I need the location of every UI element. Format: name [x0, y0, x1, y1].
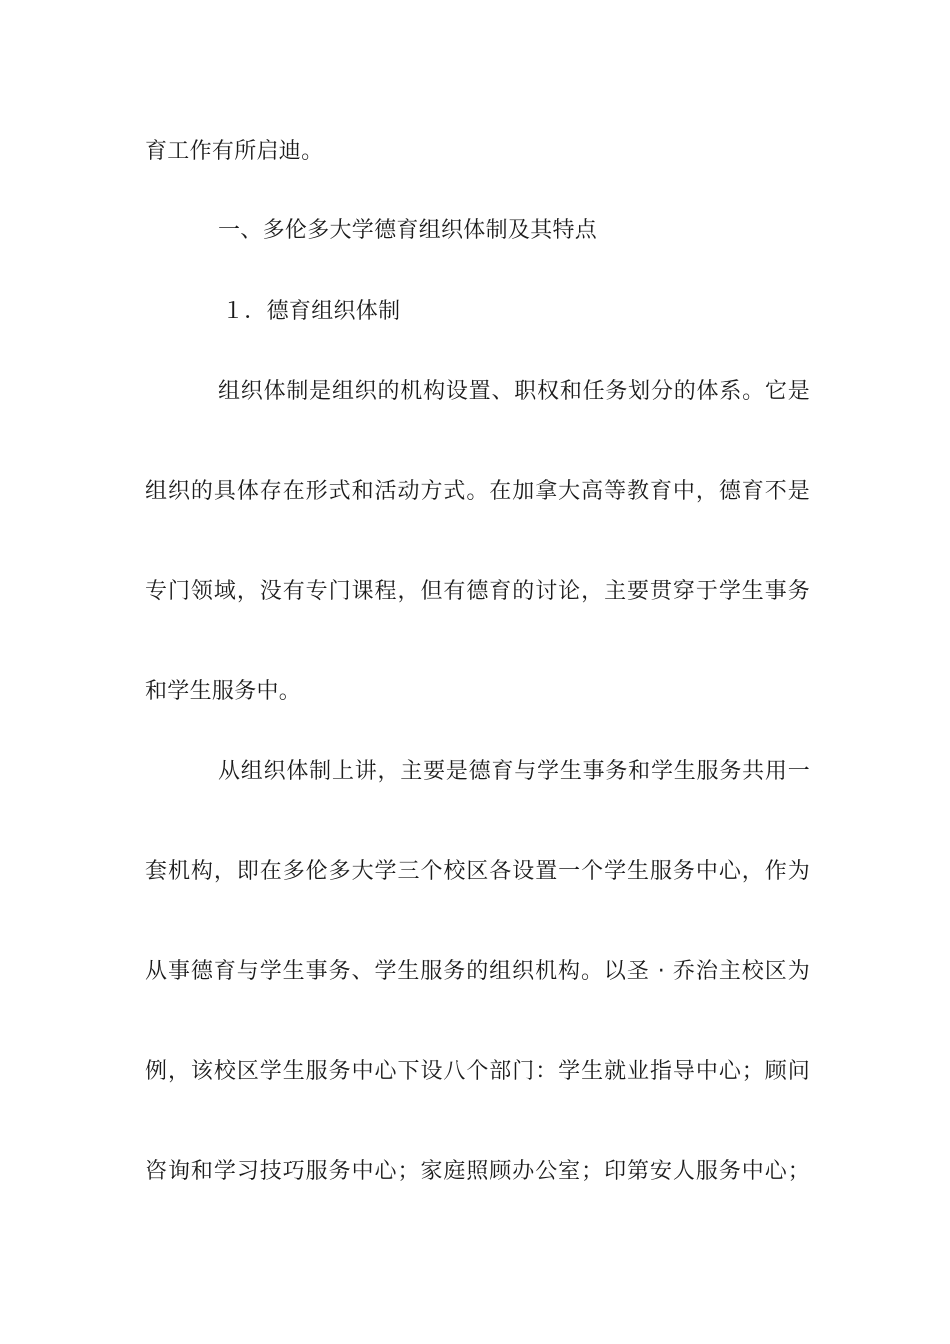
- paragraph-line: 从事德育与学生事务、学生服务的组织机构。以圣 · 乔治主校区为: [145, 959, 810, 984]
- subsection-heading: １．德育组织体制: [222, 299, 401, 324]
- paragraph-line: 从组织体制上讲，主要是德育与学生事务和学生服务共用一: [218, 759, 810, 784]
- section-heading: 一、多伦多大学德育组织体制及其特点: [218, 218, 598, 243]
- paragraph-line: 套机构，即在多伦多大学三个校区各设置一个学生服务中心，作为: [145, 859, 810, 884]
- paragraph-line: 组织体制是组织的机构设置、职权和任务划分的体系。它是: [218, 379, 810, 404]
- paragraph-line: 专门领域，没有专门课程，但有德育的讨论，主要贯穿于学生事务: [145, 579, 810, 604]
- paragraph-line: 组织的具体存在形式和活动方式。在加拿大高等教育中，德育不是: [145, 479, 810, 504]
- paragraph-line: 咨询和学习技巧服务中心；家庭照顾办公室；印第安人服务中心；: [145, 1159, 810, 1184]
- paragraph-line: 例，该校区学生服务中心下设八个部门：学生就业指导中心；顾问: [145, 1059, 810, 1084]
- paragraph-line: 和学生服务中。: [145, 679, 302, 704]
- paragraph-continuation-line: 育工作有所启迪。: [145, 139, 324, 164]
